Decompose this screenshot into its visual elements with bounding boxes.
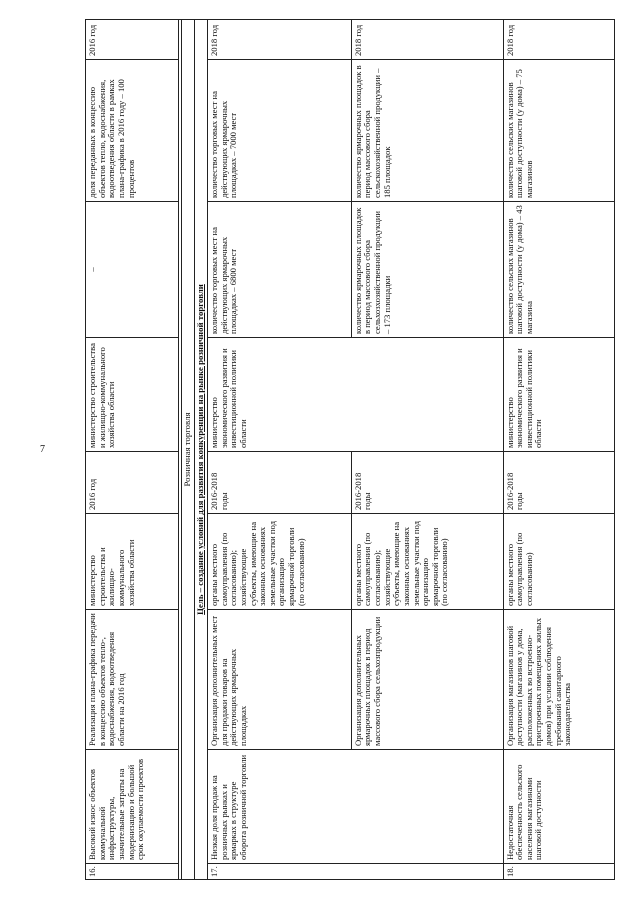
measure-cell: Организация дополнительных мест для продажи товаров на действующих ярмарочных площадках [208, 610, 352, 750]
year-cell: 2018 год [351, 20, 503, 60]
executor-cell: органы местного самоуправления (по согласованию); хозяйствующие субъекты, имеющие на законных основаниях земельные участки под организацию ярмарочной торговли (по согласованию) [351, 514, 503, 610]
period-cell: 2016-2018 годы [208, 452, 352, 514]
measure-cell: Реализация плана-графика передачи в концессию объектов тепло-, водоснабжения, водоотведения области на 2016 год [86, 610, 179, 750]
responsible-cell: министерство экономического развития и инвестиционной политики области [208, 338, 504, 452]
table-row [503, 20, 614, 880]
problem-cell: Недостаточная обеспеченность сельского населения магазинами шаговой доступности [503, 750, 614, 864]
year-cell: 2018 год [503, 20, 614, 60]
rotated-table-wrapper [85, 20, 615, 880]
year-cell: 2016 год [86, 20, 179, 60]
base-indicator-cell: количество сельских магазинов шаговой доступности (у дома) – 43 магазина [503, 202, 614, 338]
problem-cell: Низкая доля продаж на розничных рынках и ярмарках в структуре оборота розничной торговли [208, 750, 504, 864]
responsible-cell: министерство экономического развития и инвестиционной политики области [503, 338, 614, 452]
table-row [86, 20, 179, 880]
goal-row [195, 20, 208, 880]
page-number: 7 [40, 444, 45, 455]
target-indicator-cell: доля переданных в концессию объектов тепло, водоснабжения, водоотведения области в рамках плана-графика в 2016 году – 100 процентов [86, 60, 179, 202]
row-number: 17. [208, 864, 504, 880]
goal-title: Цель – создание условий для развития конкуренции на рынке розничной торговли [195, 20, 208, 880]
period-cell: 2016 год [86, 452, 179, 514]
measure-cell: Организация магазинов шаговой доступности (магазинов у дома, расположенных во встроенно-пристроенных помещениях жилых домов) при условии соблюдения требований санитарного законодательства [503, 610, 614, 750]
row-number: 18. [503, 864, 614, 880]
measure-cell: Организация дополнительных ярмарочных площадок в период массового сбора сельхозпродукции [351, 610, 503, 750]
base-indicator-cell: количество торговых мест на действующих ярмарочных площадках – 6800 мест [208, 202, 352, 338]
year-cell: 2018 год [208, 20, 352, 60]
base-indicator-cell: количество ярмарочных площадок в период массового сбора сельхозхозяйственной продукции – 173 площадки [351, 202, 503, 338]
section-title: Розничная торговля [182, 20, 195, 880]
responsible-cell: министерство строительства и жилищно-коммунального хозяйства области [86, 338, 179, 452]
executor-cell: органы местного самоуправления (по согласованию); хозяйствующие субъекты, имеющие на законных основаниях земельные участки под организацию ярмарочной торговли (по согласованию) [208, 514, 352, 610]
row-number: 16. [86, 864, 179, 880]
table-row [208, 20, 352, 880]
base-indicator-cell: – [86, 202, 179, 338]
measures-table [85, 19, 615, 880]
period-cell: 2016-2018 годы [351, 452, 503, 514]
executor-cell: органы местного самоуправления (по согласованию) [503, 514, 614, 610]
target-indicator-cell: количество ярмарочных площадок в период массового сбора сельскохозяйственной продукции – 185 площадок [351, 60, 503, 202]
period-cell: 2016-2018 годы [503, 452, 614, 514]
problem-cell: Высокий износ объектов коммунальной инфраструктуры, значительные затраты на модернизацию и большой срок окупаемости проектов [86, 750, 179, 864]
executor-cell: министерство строительства и жилищно-коммунального хозяйства области [86, 514, 179, 610]
target-indicator-cell: количество сельских магазинов шаговой доступности (у дома) – 75 магазинов [503, 60, 614, 202]
target-indicator-cell: количество торговых мест на действующих ярмарочных площадках – 7000 мест [208, 60, 352, 202]
section-header-row [182, 20, 195, 880]
